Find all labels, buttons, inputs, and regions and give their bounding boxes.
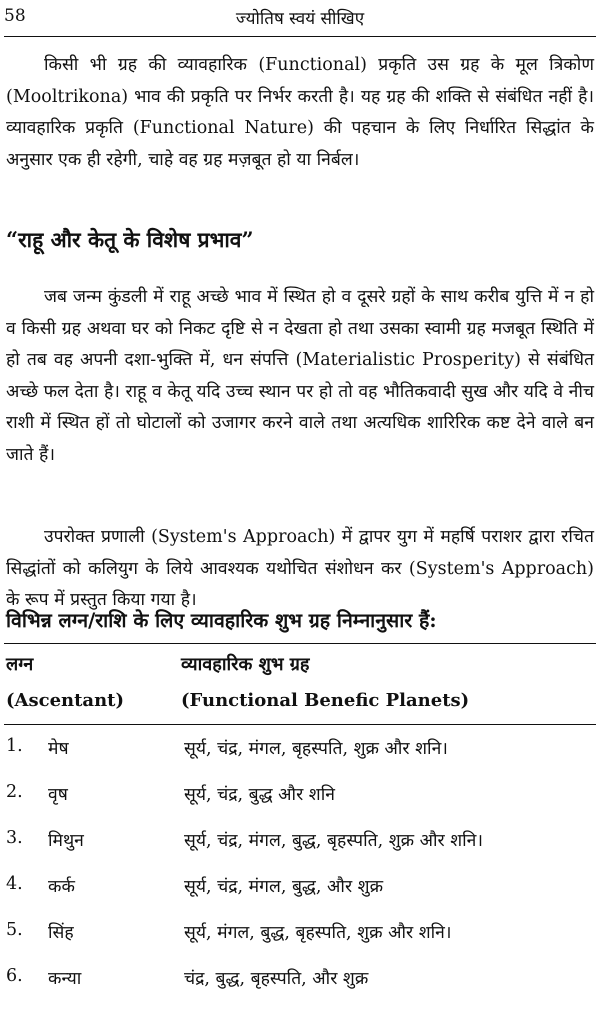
paragraph-functional-nature: किसी भी ग्रह की व्यावहारिक (Functional) प्रकृति उस ग्रह के मूल त्रिकोण (Mooltrikona) भाव की प्रकृति पर निर्भर करती है। यह ग्रह की शक्ति से संबंधित नहीं है। व्यावहारिक प्रकृति (Functional Nature) की पहचान के लिए निर्धारित सिद्धांत के अनुसार एक ही रहेगी, चाहे वह ग्रह मज़बूत हो या निर्बल। [6,55,594,170]
row-planets: सूर्य, चंद्र, बुद्ध और शनि [184,785,335,805]
table-header-rule [4,724,596,725]
section-heading-rahu-ketu: “राहू और केतू के विशेष प्रभाव” [6,227,254,252]
row-number: 3. [6,828,23,848]
table-row [6,736,596,766]
table-heading: विभिन्न लग्न/राशि के लिए व्यावहारिक शुभ ग्रह निम्नानुसार हैं: [6,609,437,632]
table-row [6,782,596,812]
row-sign: वृष [48,785,68,805]
row-number: 5. [6,920,23,940]
row-planets: सूर्य, मंगल, बुद्ध, बृहस्पति, शुक्र और शनि। [184,923,452,943]
row-planets: चंद्र, बुद्ध, बृहस्पति, और शुक्र [184,969,369,989]
col-ascendant-hindi: लग्न [6,654,34,675]
row-planets: सूर्य, चंद्र, मंगल, बुद्ध, बृहस्पति, शुक्र और शनि। [184,831,484,851]
table-row [6,874,596,904]
table-row [6,828,596,858]
running-title: ज्योतिष स्वयं सीखिए [235,9,365,29]
table-top-rule [4,643,596,644]
col-ascendant-english: (Ascentant) [6,690,125,711]
col-benefic-hindi: व्यावहारिक शुभ ग्रह [181,654,310,675]
row-sign: मिथुन [48,831,84,851]
paragraph-rahu-ketu: जब जन्म कुंडली में राहू अच्छे भाव में स्थित हो व दूसरे ग्रहों के साथ करीब युत्ति में न हो व किसी ग्रह अथवा घर को निकट दृष्टि से न देखता हो तथा उसका स्वामी ग्रह मजबूत स्थिति में हो तब वह अपनी दशा-भुक्ति में, धन संपत्ति (Materialistic Prosperity) से संबंधित अच्छे फल देता है। राहू व केतू यदि उच्च स्थान पर हो तो वह भौतिकवादी सुख और यदि वे नीच राशी में स्थित हों तो घोटालों को उजागर करने वाले तथा अत्यधिक शारिरिक कष्ट देने वाले बन जाते हैं। [6,287,594,465]
row-planets: सूर्य, चंद्र, मंगल, बृहस्पति, शुक्र और शनि। [184,739,448,759]
row-sign: सिंह [48,923,74,943]
row-sign: कन्या [48,969,82,989]
row-number: 1. [6,736,23,756]
row-planets: सूर्य, चंद्र, मंगल, बुद्ध, और शुक्र [184,877,384,897]
table-row [6,920,596,950]
page-header [4,6,596,30]
row-number: 2. [6,782,23,802]
header-rule [4,36,596,37]
paragraph-systems-approach: उपरोक्त प्रणाली (System's Approach) में द्वापर युग में महर्षि पराशर द्वारा रचित सिद्धांतों को कलियुग के लिये आवश्यक यथोचित संशोधन कर (System's Approach) के रूप में प्रस्तुत किया गया है। [6,527,594,610]
table-row [6,966,596,996]
row-sign: मेष [48,739,69,759]
row-number: 6. [6,966,23,986]
col-benefic-english: (Functional Benefic Planets) [181,690,470,711]
row-sign: कर्क [48,877,75,897]
row-number: 4. [6,874,23,894]
page-number: 58 [4,6,26,26]
